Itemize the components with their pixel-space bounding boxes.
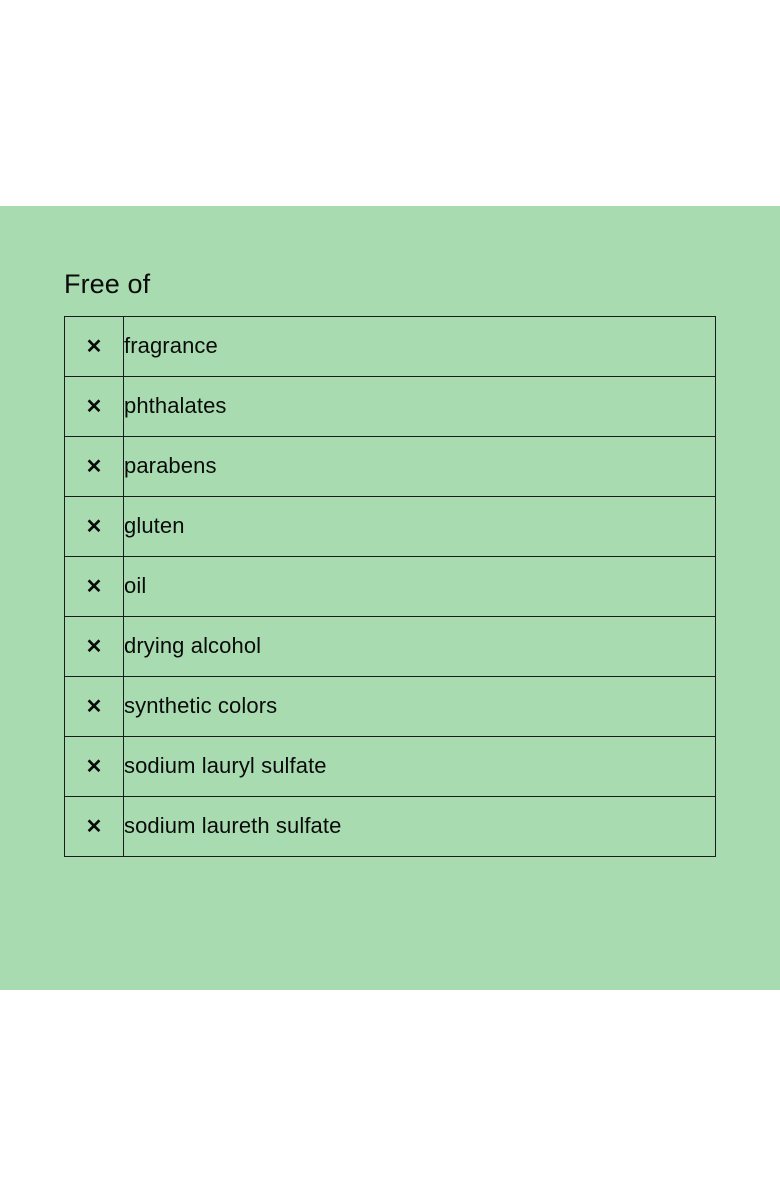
close-x-icon: ✕ [65, 437, 124, 497]
close-x-icon: ✕ [65, 677, 124, 737]
close-x-icon: ✕ [65, 557, 124, 617]
ingredient-label: sodium lauryl sulfate [124, 737, 716, 797]
ingredient-label: parabens [124, 437, 716, 497]
table-row [65, 317, 716, 377]
ingredient-label: synthetic colors [124, 677, 716, 737]
close-x-icon: ✕ [65, 797, 124, 857]
close-x-icon: ✕ [65, 317, 124, 377]
panel-title: Free of [64, 269, 151, 299]
ingredient-label: gluten [124, 497, 716, 557]
table-row [65, 797, 716, 857]
table-row [65, 437, 716, 497]
close-x-icon: ✕ [65, 377, 124, 437]
free-of-table [64, 316, 716, 857]
table-row [65, 377, 716, 437]
ingredient-label: drying alcohol [124, 617, 716, 677]
ingredient-label: fragrance [124, 317, 716, 377]
free-of-panel [0, 206, 780, 990]
table-row [65, 617, 716, 677]
close-x-icon: ✕ [65, 737, 124, 797]
table-row [65, 737, 716, 797]
free-of-table-body [65, 317, 716, 857]
table-row [65, 497, 716, 557]
close-x-icon: ✕ [65, 617, 124, 677]
ingredient-label: sodium laureth sulfate [124, 797, 716, 857]
ingredient-label: phthalates [124, 377, 716, 437]
table-row [65, 557, 716, 617]
table-row [65, 677, 716, 737]
close-x-icon: ✕ [65, 497, 124, 557]
ingredient-label: oil [124, 557, 716, 617]
